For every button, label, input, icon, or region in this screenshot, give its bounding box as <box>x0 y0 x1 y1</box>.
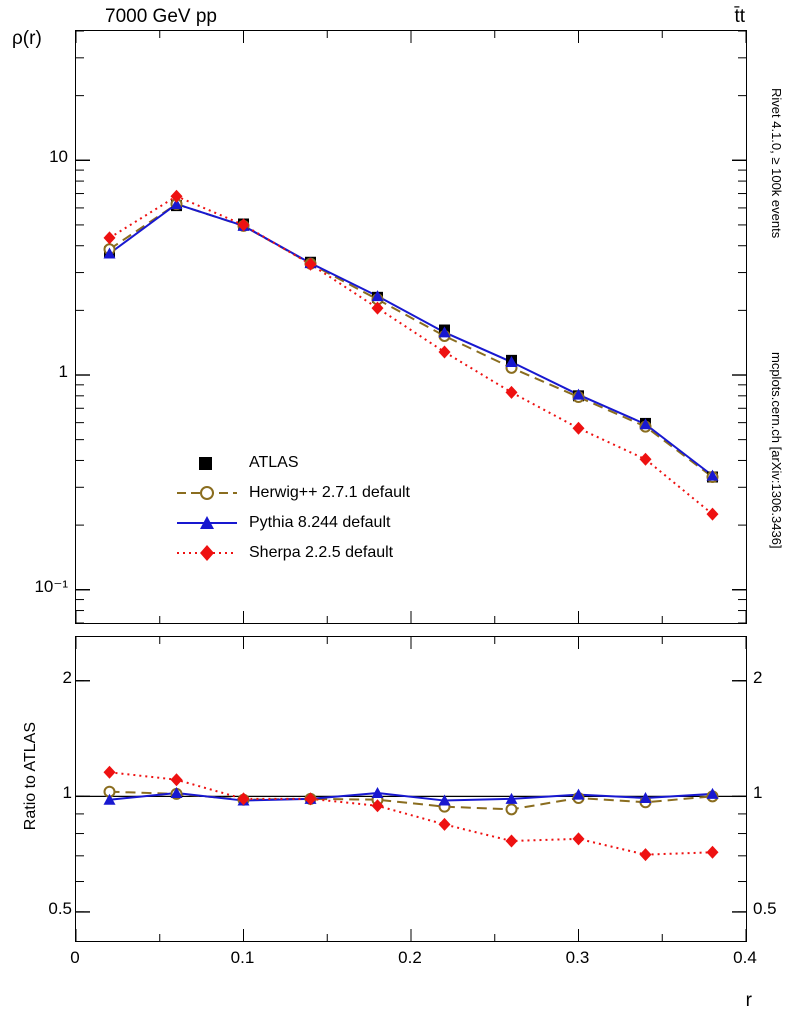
legend <box>175 448 410 568</box>
y-axis-label-main: ρ(r) <box>12 28 42 49</box>
y-tick-label-ratio: 2 <box>62 667 72 687</box>
y-tick-label-main: 10⁻¹ <box>34 576 68 596</box>
header-left: 7000 GeV pp <box>105 6 217 27</box>
x-tick-label: 0.2 <box>398 948 422 967</box>
x-tick-label: 0.1 <box>230 948 255 967</box>
y-tick-label-ratio: 1 <box>753 783 763 803</box>
y-tick-label-main: 1 <box>58 362 68 381</box>
y-tick-label-ratio: 0.5 <box>48 898 72 918</box>
x-tick-label: 0.3 <box>565 948 590 967</box>
x-tick-label: 0 <box>70 948 80 967</box>
y-tick-label-main: 10 <box>49 147 68 167</box>
legend-item-sherpa <box>175 538 410 568</box>
ratio-plot-panel <box>75 636 747 942</box>
header-right: t̄t <box>734 6 745 27</box>
legend-item-herwig <box>175 478 410 508</box>
x-tick-label: 0.4 <box>733 948 757 967</box>
legend-item-atlas <box>175 448 410 478</box>
legend-item-pythia <box>175 508 410 538</box>
legend-label-pythia: Pythia 8.244 default <box>249 514 391 531</box>
legend-key-herwig <box>175 483 239 503</box>
y-tick-label-ratio: 0.5 <box>753 898 777 918</box>
arxiv-reference-label: mcplots.cern.ch [arXiv:1306.3436] <box>769 352 784 549</box>
y-axis-label-ratio: Ratio to ATLAS <box>22 722 39 831</box>
y-tick-label-ratio: 1 <box>62 783 72 803</box>
x-axis-label: r <box>745 990 752 1011</box>
legend-label-sherpa: Sherpa 2.2.5 default <box>249 544 394 561</box>
legend-key-atlas <box>175 453 239 473</box>
rivet-version-label: Rivet 4.1.0, ≥ 100k events <box>769 88 784 239</box>
y-tick-label-ratio: 2 <box>753 667 763 687</box>
ratio-plot-canvas <box>76 637 746 941</box>
legend-label-atlas: ATLAS <box>249 454 299 471</box>
legend-label-herwig: Herwig++ 2.7.1 default <box>249 484 410 501</box>
legend-key-sherpa <box>175 543 239 563</box>
legend-key-pythia <box>175 513 239 533</box>
